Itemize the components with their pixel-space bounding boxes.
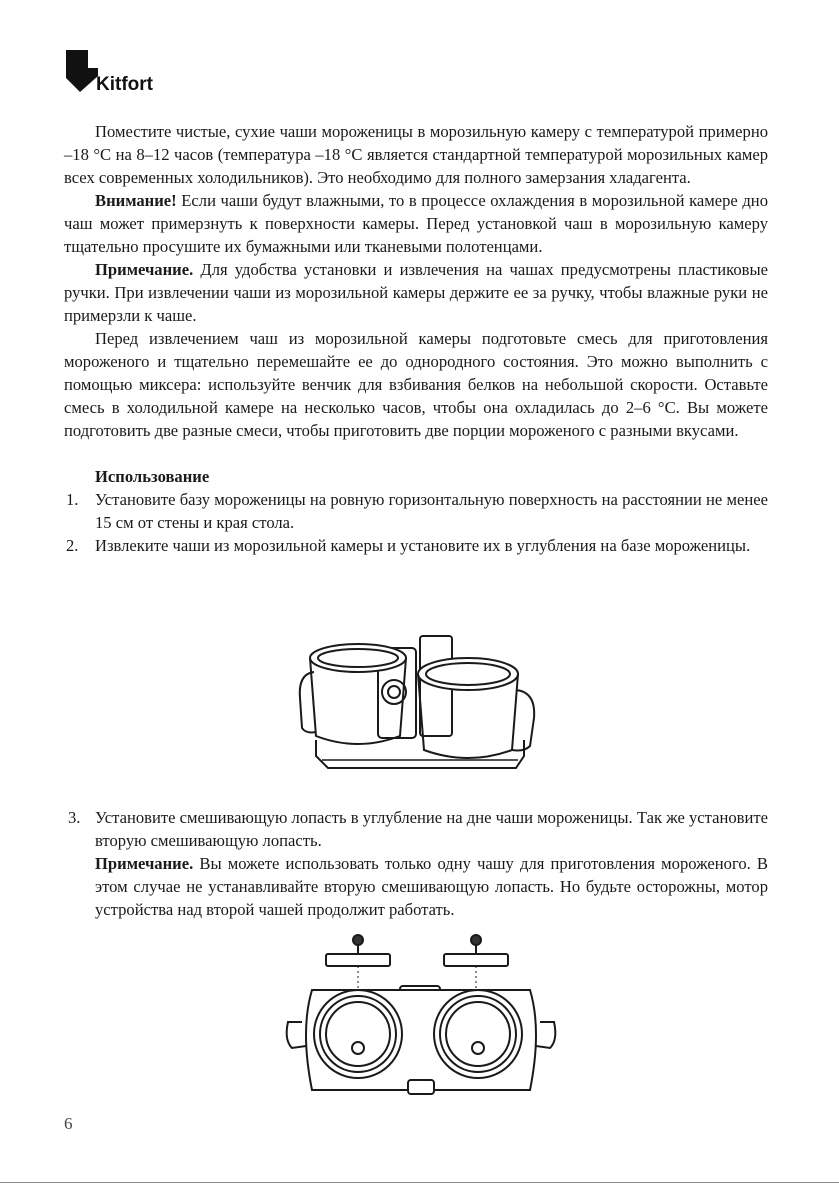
bottom-rule [0, 1182, 839, 1183]
brand-name: Kitfort [96, 74, 153, 95]
document-body [64, 120, 768, 557]
paragraph-freeze-bowls: Поместите чистые, сухие чаши мороженицы в морозильную камеру с температурой примерно –18 °С на 8–12 часов (температура –18 °С является стандартной температурой морозильных камер всех современных холодильников). Это необходимо для полного замерзания хладагента. [64, 122, 768, 187]
step-item [64, 806, 768, 852]
note-label: Примечание. [95, 260, 194, 279]
note-text: Для удобства установки и извлечения на чашах предусмотрены пластиковые ручки. При извлечении чаши из морозильной камеры держите ее за ручку, чтобы влажные руки не примерзли к чаше. [64, 260, 768, 325]
step-text: Установите смешивающую лопасть в углубление на дне чаши мороженицы. Так же установите вторую смешивающую лопасть. [95, 808, 768, 850]
note-text: Вы можете использовать только одну чашу для приготовления мороженого. В этом случае не устанавливайте вторую смешивающую лопасть. Но будьте осторожны, мотор устройства над второй чашей продолжит работать. [95, 854, 768, 919]
usage-heading: Использование [95, 467, 210, 486]
paragraph-note-handles [64, 258, 768, 327]
warning-label: Внимание! [95, 191, 177, 210]
warning-text: Если чаши будут влажными, то в процессе охлаждения в морозильной камере дно чаш может примерзнуть к поверхности камеры. Перед установкой чаш в морозильную камеру тщательно просушите их бумажными или тканевыми полотенцами. [64, 191, 768, 256]
note-label: Примечание. [95, 854, 194, 873]
bowls-on-base-illustration [292, 628, 544, 788]
usage-steps [64, 488, 768, 557]
step-number: 3. [68, 808, 81, 827]
step-3 [64, 806, 768, 921]
paragraph-warning [64, 189, 768, 258]
paragraph-prepare-mix: Перед извлечением чаш из морозильной камеры подготовьте смесь для приготовления мороженого и тщательно перемешайте ее до однородного состояния. Это можно выполнить с помощью миксера: используйте венчик для взбивания белков на небольшой скорости. Оставьте смесь в холодильной камере на несколько часов, чтобы она охладилась до 2–6 °С. Вы можете подготовить две разные смеси, чтобы приготовить две порции мороженого с разными вкусами. [64, 329, 768, 440]
step-text: Установите базу мороженицы на ровную горизонтальную поверхность на расстоянии не менее 15 см от стены и края стола. [95, 490, 768, 532]
page-number: 6 [64, 1114, 73, 1133]
step-number: 1. [66, 490, 79, 509]
step-item [64, 534, 768, 557]
step-number: 2. [66, 536, 79, 555]
mixing-paddles-illustration [282, 930, 560, 1108]
step-note [64, 852, 768, 921]
step-item [64, 488, 768, 534]
step-text: Извлеките чаши из морозильной камеры и установите их в углубления на базе мороженицы. [95, 536, 751, 555]
